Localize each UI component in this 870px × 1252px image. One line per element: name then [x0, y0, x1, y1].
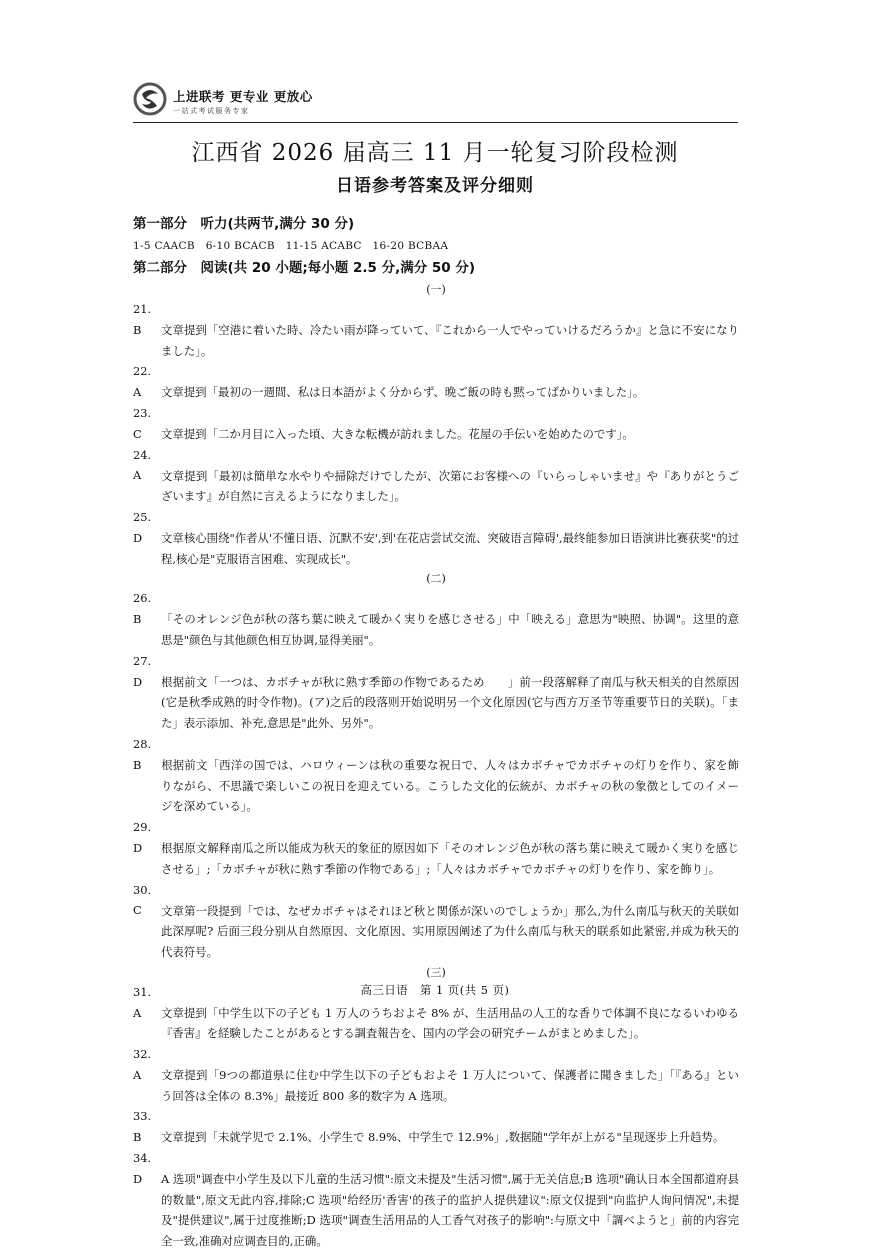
answer-explanation: 文章提到「未就学児で 2.1%、小学生で 8.9%、中学生で 12.9%」,数据随"学年が上がる"呈现逐步上升趋势。 [161, 1130, 725, 1145]
answer-item [133, 1044, 739, 1106]
answer-content [133, 212, 739, 1252]
answer-item [133, 734, 739, 817]
answer-number: 25. D [133, 509, 152, 545]
answer-item [133, 299, 739, 361]
answer-item [133, 1106, 739, 1148]
answer-item [133, 1148, 739, 1252]
answer-number: 32. A [133, 1047, 152, 1082]
answer-item [133, 445, 739, 507]
group-label: (二) [426, 572, 446, 586]
answer-item [133, 361, 739, 403]
page-header [133, 82, 738, 123]
page-footer: 高三日语 第 1 页(共 5 页) [360, 983, 510, 997]
answer-number: 23. C [133, 405, 152, 441]
part2-heading: 第二部分 阅读(共 20 小题;每小题 2.5 分,满分 50 分) [133, 260, 476, 276]
answer-number: 30. C [133, 882, 152, 918]
answer-explanation: 文章提到「最初の一週間、私は日本語がよく分からず、晩ご飯の時も黙ってばかりいました」。 [161, 385, 645, 400]
answer-item [133, 588, 739, 650]
answer-number: 33. B [133, 1109, 152, 1145]
answer-number: 34. D [133, 1151, 152, 1186]
answer-number: 24. A [133, 447, 152, 483]
group-label: (三) [426, 965, 446, 979]
answer-number: 27. D [133, 653, 152, 689]
brand-logo-icon [133, 82, 167, 116]
answer-explanation: 文章提到「空港に着いた時、冷たい雨が降っていて、『これから一人でやっていけるだろうか』と急に不安になりました」。 [161, 322, 739, 358]
answer-number: 28. B [133, 736, 152, 772]
answer-explanation: 文章核心围绕"作者从'不懂日语、沉默不安',到'在花店尝试交流、突破语言障碍',最终能参加日语演讲比赛获奖"的过程,核心是"克服语言困难、实现成长"。 [161, 530, 739, 566]
answer-item [133, 817, 739, 879]
document-title: 江西省 2026 届高三 11 月一轮复习阶段检测 [191, 140, 679, 166]
answer-explanation: 文章提到「最初は簡単な水やりや掃除だけでしたが、次第にお客様への『いらっしゃいませ』や『ありがとうございます』が自然に言えるようになりました」。 [161, 468, 739, 504]
group-label: (一) [426, 283, 446, 296]
answer-explanation: 根据原文解释南瓜之所以能成为秋天的象征的原因如下「そのオレンジ色が秋の落ち葉に映えて暖かく実りを感じさせる」;「カボチャが秋に熟す季節の作物である」;「人々はカボチャでカボチャの灯りを作り、家を飾り」。 [161, 840, 739, 876]
answer-explanation: 文章第一段提到「では、なぜカボチャはそれほど秋と関係が深いのでしょうか」那么,为什么南瓜与秋天的关联如此深厚呢? 后面三段分别从自然原因、文化原因、实用原因阐述了为什么南瓜与秋天的联系如此紧密,并成为秋天的代表符号。 [161, 903, 739, 959]
brand-slogan: 上进联考 更专业 更放心 [173, 89, 313, 104]
answer-explanation: 文章提到「二か月目に入った頃、大きな転機が訪れました。花屋の手伝いを始めたのです」。 [161, 426, 634, 441]
answer-explanation: 「そのオレンジ色が秋の落ち葉に映えて暖かく実りを感じさせる」中「映える」意思为"映照、协调"。这里的意思是"颜色与其他颜色相互协调,显得美丽"。 [161, 612, 739, 647]
answer-explanation: 文章提到「9つの都道県に住む中学生以下の子どもおよそ 1 万人について、保護者に聞きました」「『ある』という回答は全体の 8.3%」最接近 800 多的数字为 A 选项。 [161, 1067, 739, 1103]
answer-item [133, 403, 739, 445]
answer-explanation: 根据前文「西洋の国では、ハロウィーンは秋の重要な祝日で、人々はカボチャでカボチャの灯りを作り、家を飾りながら、不思議で楽しいこの祝日を迎えている。こうした文化的伝統が、カボチャの秋の象徴としてのイメージを深めている」。 [161, 757, 739, 814]
part1-heading: 第一部分 听力(共两节,满分 30 分) [133, 216, 355, 232]
document-subtitle: 日语参考答案及评分细则 [336, 176, 534, 196]
answer-explanation: 文章提到「中学生以下の子ども 1 万人のうちおよそ 8% が、生活用品の人工的な香りで体調不良になるいわゆる『香害』を経験したことがあるとする調査報告を、国内の学会の研究チームがまとめました」。 [161, 1005, 739, 1041]
answer-item [133, 651, 739, 734]
answer-explanation: 根据前文「一つは、カボチャが秋に熟す季節の作物であるため 」前一段落解释了南瓜与秋天相关的自然原因(它是秋季成熟的时令作物)。(ア)之后的段落则开始说明另一个文化原因(它与西方万圣节等重要节日的关联)。「また」表示添加、补充,意思是"此外、另外"。 [161, 674, 739, 731]
answer-number: 22. A [133, 364, 152, 400]
listening-answers: 1-5 CAACB 6-10 BCACB 11-15 ACABC 16-20 BCBAA [133, 240, 449, 252]
answer-item [133, 880, 739, 963]
answer-number: 21. B [133, 302, 152, 337]
answer-number: 29. D [133, 820, 152, 855]
answer-number: 26. B [133, 591, 152, 627]
answer-explanation: A 选项"调查中小学生及以下儿童的生活习惯":原文未提及"生活习惯",属于无关信息;B 选项"确认日本全国都道府县的数量",原文无此内容,排除;C 选项"给经历'香害'的孩子的监护人提供建议":原文仅提到"向监护人询问情况",未提及"提供建议",属于过度推断;D 选项"调查生活用品的人工香气对孩子的影响":与原文中「調べようと」前的内容完全一致,准确对应调查目的,正确。 [161, 1171, 739, 1249]
answer-number: 31. A [133, 984, 152, 1020]
brand-subslogan: 一站式考试服务专家 [173, 107, 250, 115]
answer-item [133, 507, 739, 569]
